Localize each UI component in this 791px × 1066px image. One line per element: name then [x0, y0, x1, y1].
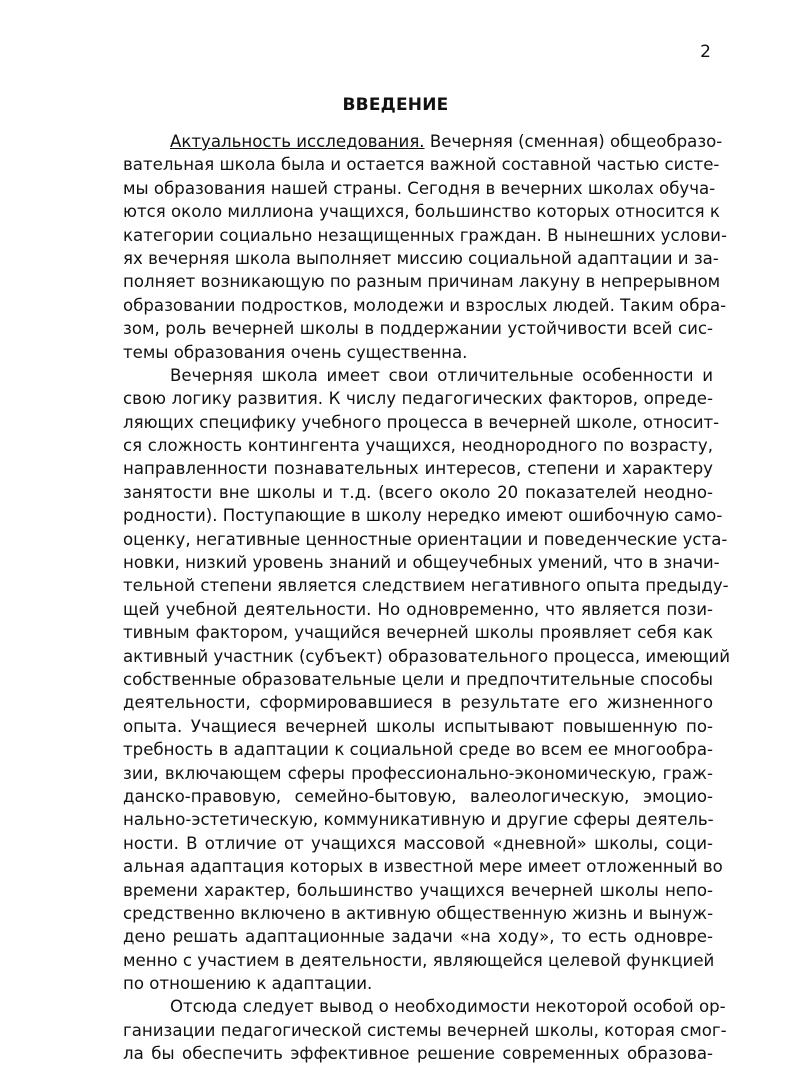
text-line: вательная школа была и остается важной составной частью систе-: [123, 155, 720, 175]
text-line: ся сложность контингента учащихся, неоднородного по возрасту,: [123, 436, 713, 456]
text-line: активный участник (субъект) образовательного процесса, имеющий: [123, 646, 731, 666]
text-line: родности). Поступающие в школу нередко имеют ошибочную само-: [123, 506, 723, 526]
text-line: по отношению к адаптации.: [123, 974, 373, 994]
text-line: зом, роль вечерней школы в поддержании устойчивости всей сис-: [123, 319, 713, 339]
text-line: ганизации педагогической системы вечерней школы, которая смог-: [123, 1020, 727, 1040]
body-text: [123, 130, 731, 1066]
text-line: Актуальность исследования. Вечерняя (сменная) общеобразо-: [170, 132, 723, 151]
text-line: ляющих специфику учебного процесса в вечерней школе, относит-: [123, 412, 720, 432]
text-line: образовании подростков, молодежи и взрослых людей. Таким обра-: [123, 295, 727, 315]
text-line: опыта. Учащиеся вечерней школы испытывают повышенную по-: [123, 716, 713, 736]
text-line: дено решать адаптационные задачи «на ходу», то есть одновре-: [123, 927, 713, 947]
text-line: времени характер, большинство учащихся вечерней школы непо-: [123, 880, 713, 900]
page-number: 2: [700, 42, 711, 62]
text-line: Вечерняя школа имеет свои отличительные особенности и: [170, 365, 713, 385]
section-heading: ВВЕДЕНИЕ: [342, 95, 449, 115]
text-line: зии, включающем сферы профессионально-экономическую, граж-: [123, 763, 713, 783]
text-line: тельной степени является следствием негативного опыта предыду-: [123, 576, 729, 596]
text-line: альная адаптация которых в известной мере имеет отложенный во: [123, 857, 723, 877]
text-line: мы образования нашей страны. Сегодня в вечерних школах обуча-: [123, 178, 716, 198]
text-line: деятельности, сформировавшиеся в результате его жизненного: [123, 693, 713, 713]
text-line: оценку, негативные ценностные ориентации и поведенческие уста-: [123, 529, 728, 549]
text-line: ются около миллиона учащихся, большинство которых относится к: [123, 202, 720, 222]
text-line: полняет возникающую по разным причинам лакуну в непрерывном: [123, 272, 721, 292]
text-line: ности. В отличие от учащихся массовой «дневной» школы, соци-: [123, 833, 713, 853]
text-line: менно с участием в деятельности, являющейся целевой функцией: [123, 950, 715, 970]
text-line: категории социально незащищенных граждан. В нынешних услови-: [123, 225, 727, 245]
text-line: щей учебной деятельности. Но одновременно, что является пози-: [123, 599, 713, 619]
text-line: темы образования очень существенна.: [123, 342, 468, 362]
text-line: требность в адаптации к социальной среде во всем ее многообра-: [123, 740, 713, 760]
lead-phrase: Актуальность исследования.: [170, 132, 425, 151]
text-line: свою логику развития. К числу педагогических факторов, опреде-: [123, 389, 713, 409]
text-line: собственные образовательные цели и предпочтительные способы: [123, 669, 713, 689]
text-line: ях вечерняя школа выполняет миссию социальной адаптации и за-: [123, 248, 719, 268]
text-line: Отсюда следует вывод о необходимости некоторой особой ор-: [170, 997, 726, 1017]
text-line: средственно включено в активную общественную жизнь и вынуж-: [123, 903, 714, 923]
text-line: ла бы обеспечить эффективное решение современных образова-: [123, 1044, 713, 1064]
text-line: данско-правовую, семейно-бытовую, валеологическую, эмоцио-: [123, 786, 713, 806]
text-line: направленности познавательных интересов, степени и характеру: [123, 459, 713, 479]
text-line: новки, низкий уровень знаний и общеучебных умений, что в значи-: [123, 553, 720, 573]
text-line: занятости вне школы и т.д. (всего около 20 показателей неодно-: [123, 482, 713, 502]
text-line: тивным фактором, учащийся вечерней школы проявляет себя как: [123, 623, 713, 643]
text-line: нально-эстетическую, коммуникативную и другие сферы деятель-: [123, 810, 714, 830]
